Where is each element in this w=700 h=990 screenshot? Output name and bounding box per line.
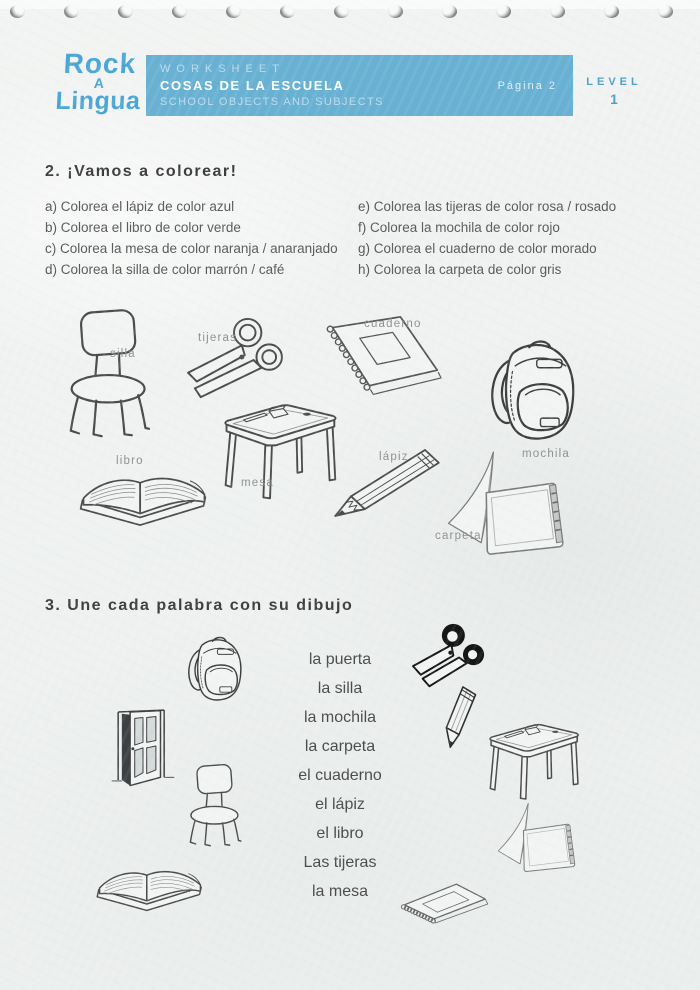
worksheet-title: COSAS DE LA ESCUELA [160,78,345,93]
logo-line: A [93,75,105,91]
torn-edge [0,0,700,9]
colorear-list-right [358,196,616,280]
match-word: la puerta [308,651,372,668]
punch-hole [604,5,619,18]
punch-hole [280,5,295,18]
colorear-item: d) Colorea la silla de color marrón / café [45,262,285,277]
punch-hole [550,5,565,18]
door-match-illustration [110,700,176,792]
book-match-illustration [94,850,206,914]
colorear-item: g) Colorea el cuaderno de color morado [358,241,597,256]
label-lapiz: lápiz [379,451,409,463]
match-word: Las tijeras [303,854,377,871]
match-word-list [265,645,415,906]
table-match-illustration [482,718,584,806]
rockalingua-logo [50,50,147,114]
level-label: LEVEL [586,76,642,88]
label-carpeta: carpeta [435,530,482,542]
match-word: el lápiz [315,796,365,813]
logo-line: Lingua [54,87,142,115]
label-mesa: mesa [241,477,274,489]
page-number-label: Página 2 [497,79,557,92]
punch-hole [658,5,673,18]
colorear-item: b) Colorea el libro de color verde [45,220,241,235]
punch-hole [388,5,403,18]
match-word: la mesa [311,883,369,900]
backpack-illustration [480,336,586,448]
punch-hole [496,5,511,18]
punch-hole [442,5,457,18]
level-badge [585,76,643,107]
colorear-item: f) Colorea la mochila de color rojo [358,220,560,235]
header-banner [146,55,573,116]
logo-line: Rock [62,48,138,79]
match-word: el libro [316,825,364,842]
section-colorear-heading: 2. ¡Vamos a colorear! [45,163,238,180]
punch-hole [334,5,349,18]
chair-match-illustration [186,763,244,851]
colorear-item: h) Colorea la carpeta de color gris [358,262,562,277]
worksheet-subtitle: SCHOOL OBJECTS AND SUBJECTS [160,96,384,108]
colorear-item: a) Colorea el lápiz de color azul [45,199,235,214]
punch-hole [118,5,133,18]
section-unir-heading: 3. Une cada palabra con su dibujo [45,597,354,614]
label-libro: libro [116,455,144,467]
label-silla: silla [110,348,136,360]
match-word: la mochila [303,709,377,726]
punch-hole [172,5,187,18]
colorear-item: e) Colorea las tijeras de color rosa / rosado [358,199,617,214]
colorear-item: c) Colorea la mesa de color naranja / anaranjado [45,241,338,256]
backpack-match-illustration [181,634,249,706]
colorear-list-left [45,196,338,280]
punch-hole [226,5,241,18]
scissors-illustration [183,316,285,404]
label-cuaderno: cuaderno [364,318,422,330]
worksheet-kicker: WORKSHEET [160,63,285,75]
match-word: la carpeta [304,738,376,755]
pencil-match-illustration [438,684,482,754]
chair-illustration [68,306,150,446]
scissors-match-illustration [408,621,492,693]
level-value: 1 [610,91,618,107]
punch-hole [10,5,25,18]
label-tijeras: tijeras [198,332,238,344]
match-word: el cuaderno [298,767,382,784]
punch-hole [64,5,79,18]
folder-match-illustration [486,800,578,876]
book-illustration [75,455,213,527]
folder-illustration [430,448,571,560]
match-word: la silla [317,680,363,697]
table-illustration [213,400,345,504]
label-mochila: mochila [522,448,571,460]
